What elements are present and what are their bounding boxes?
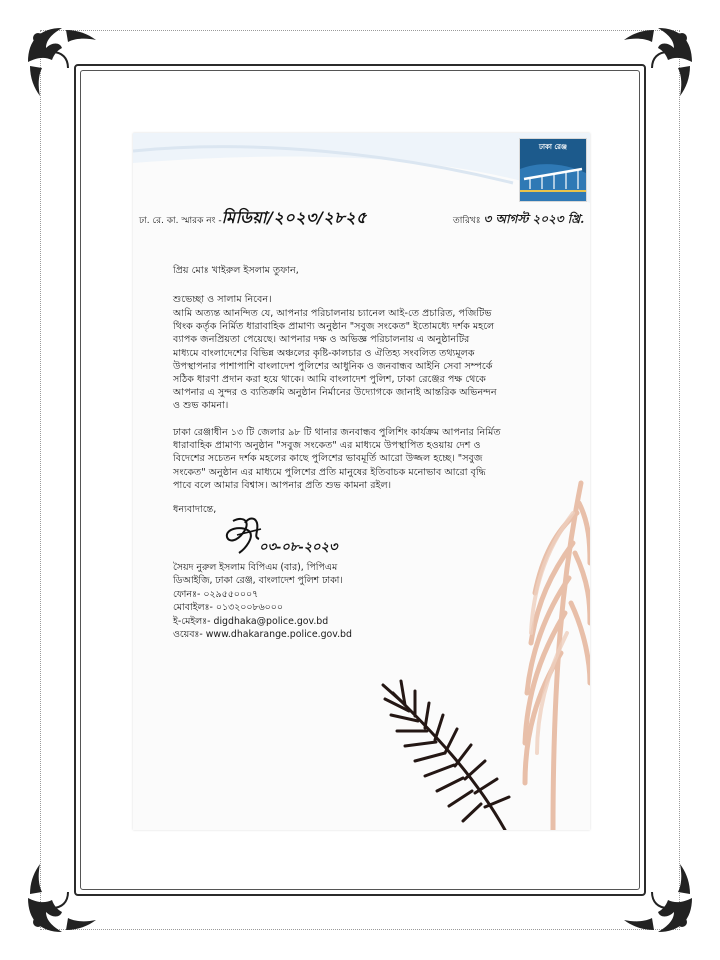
paragraph-line: থিংক কর্তৃক নির্মিত ধারাবাহিক প্রামাণ্য অনুষ্ঠান "সবুজ সংকেত" ইতোমধ্যে দর্শক মহলে [173, 321, 495, 333]
memo-number: মিডিয়া/২০২৩/২৮২৫ [221, 208, 367, 227]
paragraph-line: পাবে বলে আমার বিশ্বাস। আপনার প্রতি শুভ কামনা রইল। [173, 479, 392, 491]
memo-label: ঢা. রে. কা. স্মারক নং - [139, 216, 222, 226]
signatory-mobile: মোবাইলঃ- ০১৩২০০৮৬০০০ [173, 602, 283, 614]
body-paragraph-1 [173, 307, 553, 413]
paragraph-line: ঢাকা রেঞ্জাধীন ১৩ টি জেলার ৯৮ টি থানার জনবান্ধব পুলিশিং কার্যক্রম আপনার নির্মিত [173, 427, 501, 438]
signatory-email: ই-মেইলঃ- digdhaka@police.gov.bd [173, 615, 329, 627]
body-paragraph-2 [173, 426, 553, 492]
signatory-phone: ফোনঃ- ০২৯৫৫০০০৭ [173, 588, 259, 600]
signatory-block [173, 561, 352, 641]
paragraph-line: ও শুভ কামনা। [173, 400, 229, 412]
letter-date [453, 213, 584, 228]
paragraph-line: মাধ্যমে বাংলাদেশের বিভিন্ন অঞ্চলের কৃষ্টি-কালচার ও ঐতিহ্য সংবলিত তথ্যমূলক [173, 347, 475, 359]
signature-date: ০৩-০৮-২০২৩ [259, 540, 338, 555]
corner-ornament-top-left [22, 22, 102, 102]
signatory-name: সৈয়দ নুরুল ইসলাম বিপিএম (বার), পিপিএম [173, 562, 338, 573]
date-label: তারিখঃ [453, 216, 481, 226]
letter-page [133, 133, 590, 830]
salutation: প্রিয় মোঃ খাইরুল ইসলাম তুফান, [173, 265, 299, 276]
signatory-designation: ডিআইজি, ঢাকা রেঞ্জ, বাংলাদেশ পুলিশ ঢাকা। [173, 575, 343, 587]
closing: ধন্যবাদান্তে, [173, 504, 217, 515]
dhaka-range-logo [519, 138, 587, 202]
paragraph-line: সঠিক ধারণা প্রদান করা হয়ে থাকে। আমি বাংলাদেশ পুলিশ, ঢাকা রেঞ্জের পক্ষ থেকে [173, 374, 486, 386]
paragraph-line: ধারাবাহিক প্রামাণ্য অনুষ্ঠান "সবুজ সংকেত" এর মাধ্যমে উপস্থাপিত হওয়ায় দেশ ও [173, 440, 481, 452]
greeting: শুভেচ্ছা ও সালাম নিবেন। [173, 294, 272, 305]
paragraph-line: আপনার এ সুন্দর ও ব্যতিক্রমি অনুষ্ঠান নির্মানের উদ্যোগকে জানাই আন্তরিক অভিনন্দন [173, 387, 497, 399]
corner-ornament-bottom-left [22, 858, 102, 938]
date-value: ৩ আগস্ট ২০২৩ খ্রি. [483, 212, 585, 226]
logo-text: ঢাকা রেঞ্জ [538, 143, 568, 151]
signatory-web: ওয়েবঃ- www.dhakarange.police.gov.bd [173, 629, 352, 641]
corner-ornament-top-right [618, 22, 698, 102]
paragraph-line: ব্যাপক জনপ্রিয়তা পেয়েছে। আপনার দক্ষ ও অভিজ্ঞ পরিচালনায় এ অনুষ্ঠানটির [173, 334, 470, 346]
memo-reference [139, 208, 367, 228]
paragraph-line: সংকেত" অনুষ্ঠান এর মাধ্যমে পুলিশের প্রতি মানুষের ইতিবাচক মনোভাব আরো বৃদ্ধি [173, 466, 486, 478]
paragraph-line: আমি অত্যন্ত আনন্দিত যে, আপনার পরিচালনায় চ্যানেল আই-তে প্রচারিত, পজিটিভ [173, 308, 492, 319]
paragraph-line: উপস্থাপনার পাশাপাশি বাংলাদেশ পুলিশের আধুনিক ও জনবান্ধব আইনি সেবা সম্পর্কে [173, 360, 493, 372]
corner-ornament-bottom-right [618, 858, 698, 938]
paragraph-line: বিদেশের সচেতন দর্শক মহলের কাছে পুলিশের ভাবমূর্তি আরো উজ্জল হচ্ছে। "সবুজ [173, 453, 483, 465]
